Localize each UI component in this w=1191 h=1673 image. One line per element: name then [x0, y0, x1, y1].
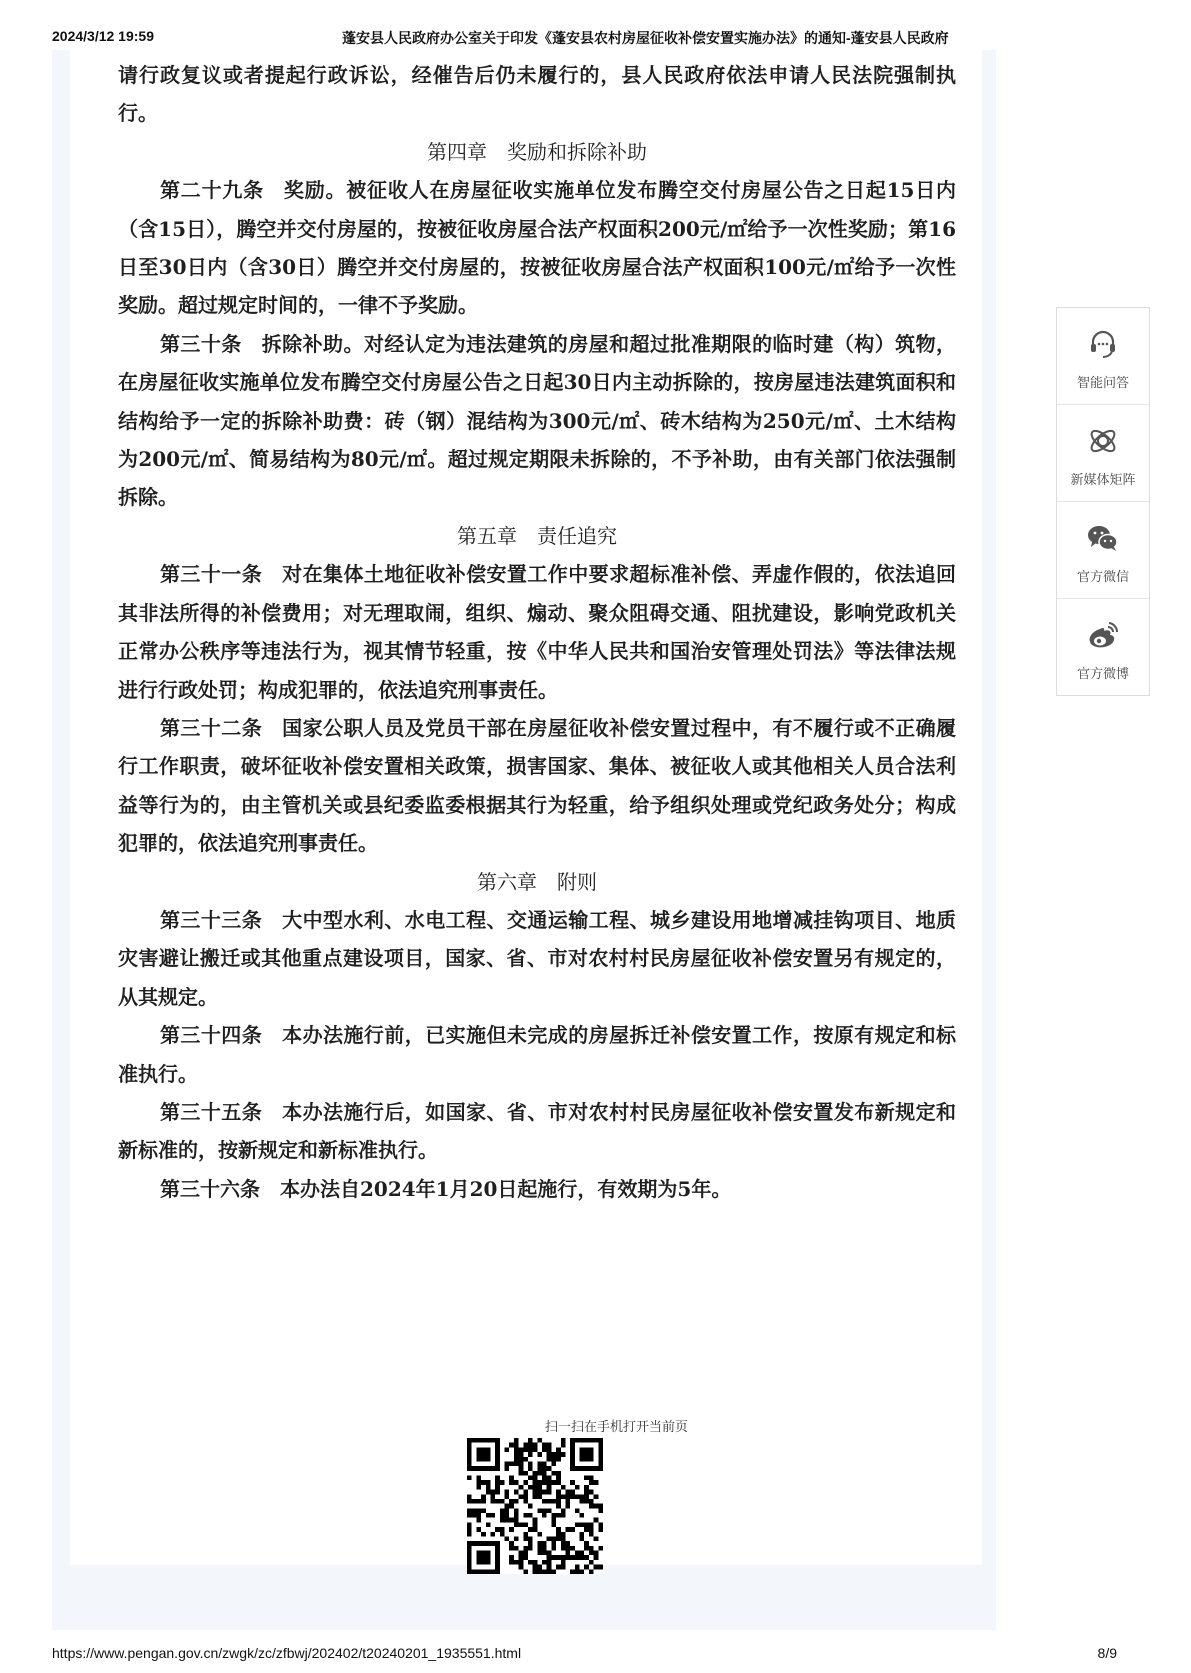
article-title: 第二十九条 [160, 178, 264, 203]
print-page-title: 蓬安县人民政府办公室关于印发《蓬安县农村房屋征收补偿安置实施办法》的通知-蓬安县人民政府 [342, 30, 949, 46]
sidebar-item-label: 官方微信 [1076, 570, 1129, 585]
article-31 [118, 555, 956, 709]
article-title: 第三十一条 [160, 562, 263, 587]
print-datetime: 2024/3/12 19:59 [52, 28, 154, 44]
qr-section [0, 1416, 1191, 1435]
wechat-icon [1085, 520, 1121, 556]
article-32 [118, 709, 956, 863]
article-text: 本办法施行后，如国家、省、市对农村村民房屋征收补偿安置发布新规定和新标准的，按新规定和新标准执行。 [118, 1099, 957, 1163]
article-text: 对在集体土地征收补偿安置工作中要求超标准补偿、弄虚作假的，依法追回其非法所得的补偿费用；对无理取闹，组织、煽动、聚众阻碍交通、阻扰建设，影响党政机关正常办公秩序等违法行为，视其情节轻重，按《中华人民共和国治安管理处罚法》等法律法规进行行政处罚；构成犯罪的，依法追究刑事责任。 [118, 562, 957, 702]
chapter-heading-4: 第四章 奖励和拆除补助 [427, 139, 647, 164]
article-text: 奖励。被征收人在房屋征收实施单位发布腾空交付房屋公告之日起15日内（含15日），腾空并交付房屋的，按被征收房屋合法产权面积200元/㎡给予一次性奖励；第16日至30日内（含30日）腾空并交付房屋的，按被征收房屋合法产权面积100元/㎡给予一次性奖励。超过规定时间的，一律不予奖励。 [118, 178, 956, 318]
article-text: 国家公职人员及党员干部在房屋征收补偿安置过程中，有不履行或不正确履行工作职责，破坏征收补偿安置相关政策，损害国家、集体、被征收人或其他相关人员合法利益等行为的，由主管机关或县纪委监委根据其行为轻重，给予组织处理或党纪政务处分；构成犯罪的，依法追究刑事责任。 [118, 715, 957, 856]
sidebar-item-smart-qa[interactable] [1057, 308, 1149, 405]
article-34 [118, 1016, 956, 1093]
article-29 [118, 171, 956, 325]
article-title: 第三十四条 [160, 1023, 263, 1048]
sidebar-item-media-matrix[interactable] [1057, 405, 1149, 502]
floating-sidebar [1056, 307, 1150, 696]
chapter-heading-5: 第五章 责任追究 [457, 523, 617, 548]
qr-caption: 扫一扫在手机打开当前页 [544, 1420, 688, 1435]
article-text: 拆除补助。对经认定为违法建筑的房屋和超过批准期限的临时建（构）筑物，在房屋征收实施单位发布腾空交付房屋公告之日起30日内主动拆除的，按房屋违法建筑面积和结构给予一定的拆除补助费：砖（钢）混结构为300元/㎡、砖木结构为250元/㎡、土木结构为200元/㎡、简易结构为80元/㎡。超过规定期限未拆除的，不予补助，由有关部门依法强制拆除。 [118, 331, 957, 510]
article-33 [118, 901, 956, 1016]
article-title: 第三十条 [160, 331, 242, 356]
article-35 [118, 1093, 956, 1170]
print-header [52, 28, 1139, 50]
article-text: 本办法自2024年1月20日起施行，有效期为5年。 [280, 1176, 732, 1201]
article-30 [118, 325, 956, 517]
orbit-icon [1085, 423, 1121, 459]
article-title: 第三十六条 [160, 1176, 260, 1201]
weibo-icon [1085, 617, 1121, 653]
document-body [118, 56, 956, 1208]
page-url: https://www.pengan.gov.cn/zwgk/zc/zfbwj/202402/t20240201_1935551.html [52, 1645, 522, 1661]
article-36 [118, 1170, 956, 1208]
headset-icon [1085, 326, 1121, 362]
article-text: 大中型水利、水电工程、交通运输工程、城乡建设用地增减挂钩项目、地质灾害避让搬迁或其他重点建设项目，国家、省、市对农村村民房屋征收补偿安置另有规定的，从其规定。 [118, 907, 957, 1009]
sidebar-item-label: 官方微博 [1076, 667, 1129, 682]
chapter-heading-6: 第六章 附则 [477, 869, 597, 894]
article-title: 第三十五条 [160, 1099, 263, 1124]
article-title: 第三十二条 [160, 715, 263, 740]
qr-code [467, 1438, 603, 1574]
continuation-paragraph: 请行政复议或者提起行政诉讼，经催告后仍未履行的，县人民政府依法申请人民法院强制执行。 [118, 63, 956, 126]
sidebar-item-label: 智能问答 [1076, 376, 1129, 391]
article-title: 第三十三条 [160, 907, 263, 932]
sidebar-item-wechat[interactable] [1057, 502, 1149, 599]
sidebar-item-label: 新媒体矩阵 [1070, 473, 1136, 488]
page-number: 8/9 [1097, 1645, 1117, 1661]
sidebar-item-weibo[interactable] [1057, 599, 1149, 695]
article-text: 本办法施行前，已实施但未完成的房屋拆迁补偿安置工作，按原有规定和标准执行。 [118, 1023, 957, 1086]
